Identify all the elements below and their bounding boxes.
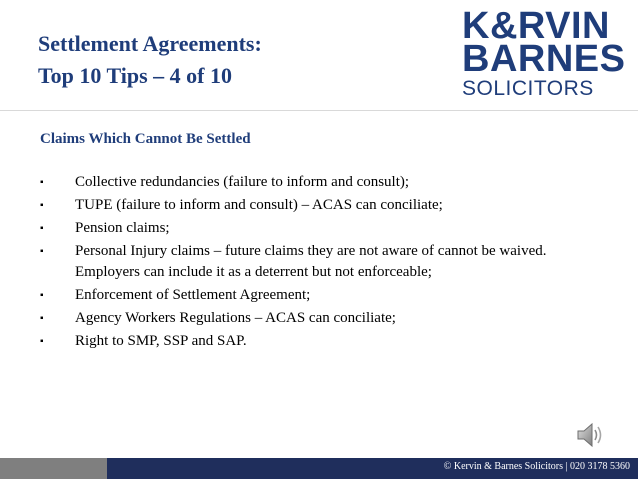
bullet-icon: ▪: [40, 177, 44, 188]
bullet-icon: ▪: [40, 200, 44, 211]
list-item-text: Enforcement of Settlement Agreement;: [75, 287, 311, 303]
logo-line-1: K&RVIN: [462, 5, 610, 47]
list-item-text: Agency Workers Regulations – ACAS can conciliate;: [75, 310, 396, 326]
list-item-text: TUPE (failure to inform and consult) – ACAS can conciliate;: [75, 197, 443, 213]
tips-list: [40, 172, 600, 354]
bullet-icon: ▪: [40, 313, 44, 324]
section-heading: Claims Which Cannot Be Settled: [40, 131, 251, 147]
bullet-icon: ▪: [40, 223, 44, 234]
slide-title-line-1: Settlement Agreements:: [38, 31, 262, 56]
list-item-text: Right to SMP, SSP and SAP.: [75, 333, 247, 349]
list-item: [40, 172, 600, 193]
footer-copyright: © Kervin & Barnes Solicitors | 020 3178 5360: [443, 461, 630, 472]
list-item: [40, 218, 600, 239]
list-item: [40, 241, 600, 283]
slide-title: [38, 28, 262, 92]
list-item-text: Personal Injury claims – future claims they are not aware of cannot be waived. Employers can include it as a deterrent but not enforceable;: [75, 243, 547, 280]
speaker-icon[interactable]: [576, 421, 606, 449]
logo-line-3: SOLICITORS: [462, 77, 594, 100]
footer-bar: [107, 458, 638, 479]
bullet-icon: ▪: [40, 246, 44, 257]
list-item: [40, 308, 600, 329]
header-divider: [0, 110, 638, 111]
list-item-text: Pension claims;: [75, 220, 170, 236]
kervin-barnes-logo: [462, 5, 628, 102]
logo-line-2: BARNES: [462, 38, 626, 80]
footer-accent-bar: [0, 458, 107, 479]
list-item-text: Collective redundancies (failure to inform and consult);: [75, 174, 410, 190]
list-item: [40, 285, 600, 306]
bullet-icon: ▪: [40, 336, 44, 347]
bullet-icon: ▪: [40, 290, 44, 301]
list-item: [40, 331, 600, 352]
list-item: [40, 195, 600, 216]
slide-title-line-2: Top 10 Tips – 4 of 10: [38, 63, 233, 88]
